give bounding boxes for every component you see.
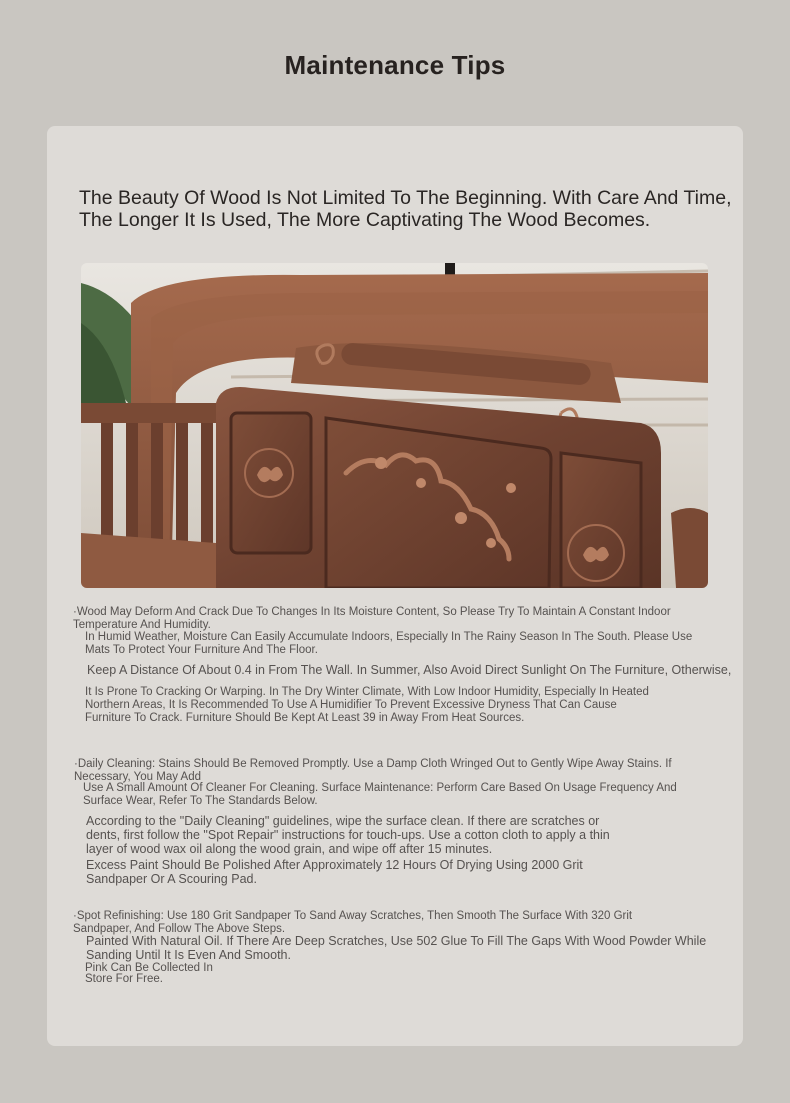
moisture-paragraph-2: In Humid Weather, Moisture Can Easily Accumulate Indoors, Especially In The Rainy Season In The South. Please Use Mats To Protect Your Furniture And The Floor. <box>85 631 693 656</box>
sofa-illustration <box>81 263 708 588</box>
refinishing-paragraph-2: Painted With Natural Oil. If There Are Deep Scratches, Use 502 Glue To Fill The Gaps With Wood Powder While Sanding Until It Is Even And Smooth. <box>86 934 707 962</box>
cleaning-paragraph-2: Use A Small Amount Of Cleaner For Cleaning. Surface Maintenance: Perform Care Based On Usage Frequency And Surface Wear, Refer To The Standards Below. <box>83 782 677 807</box>
headline: The Beauty Of Wood Is Not Limited To The Beginning. With Care And Time, The Longer It Is Used, The More Captivating The Wood Becomes. <box>79 187 732 231</box>
refinishing-paragraph-1: ·Spot Refinishing: Use 180 Grit Sandpaper To Sand Away Scratches, Then Smooth The Surface With 320 Grit Sandpaper, And Follow The Above Steps. <box>73 910 633 935</box>
page-title: Maintenance Tips <box>284 50 506 80</box>
refinishing-paragraph-3: Pink Can Be Collected In <box>85 962 213 974</box>
moisture-paragraph-3: Keep A Distance Of About 0.4 in From The Wall. In Summer, Also Avoid Direct Sunlight On The Furniture, Otherwise, <box>87 663 732 677</box>
cleaning-paragraph-4: Excess Paint Should Be Polished After Approximately 12 Hours Of Drying Using 2000 Grit Sandpaper Or A Scouring Pad. <box>86 858 583 886</box>
moisture-paragraph-1: ·Wood May Deform And Crack Due To Changes In Its Moisture Content, So Please Try To Maintain A Constant Indoor Temperature And Humidity. <box>73 606 671 631</box>
cleaning-paragraph-3: According to the "Daily Cleaning" guidelines, wipe the surface clean. If there are scratches or dents, first follow the "Spot Repair" instructions for touch-ups. Use a cotton cloth to apply a thin layer of wood wax oil along the wood grain, and wipe off after 15 minutes. <box>86 814 610 856</box>
refinishing-paragraph-4: Store For Free. <box>85 973 163 985</box>
moisture-paragraph-4: It Is Prone To Cracking Or Warping. In The Dry Winter Climate, With Low Indoor Humidity, Especially In Heated Northern Areas, It Is Recommended To Use A Humidifier To Prevent Excessive Dryness That Can Cause Furniture To Crack. Furniture Should Be Kept At Least 39 in Away From Heat Sources. <box>85 686 649 724</box>
cleaning-paragraph-1: ·Daily Cleaning: Stains Should Be Removed Promptly. Use a Damp Cloth Wringed Out to Gently Wipe Away Stains. If Necessary, You May Add <box>74 758 672 783</box>
product-photo <box>81 263 708 588</box>
